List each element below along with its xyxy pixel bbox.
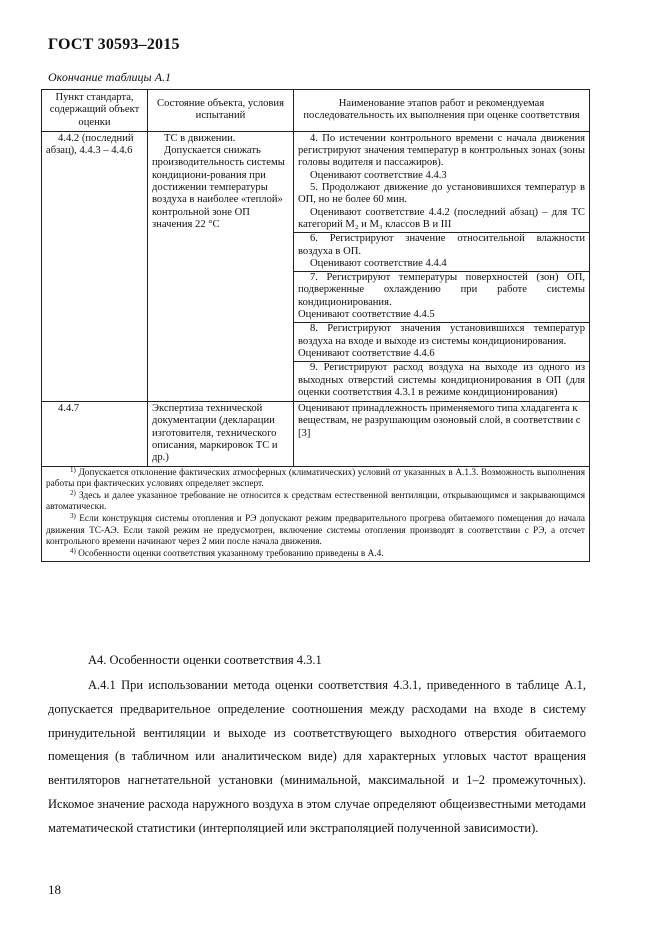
condition-text: Экспертиза технической документации (декларации изготовителя, технического описания, маркировок ТС и др.) bbox=[152, 403, 278, 464]
footnote bbox=[46, 546, 585, 561]
footnote-text: Если конструкция системы отопления и РЭ допускают режим предварительного прогрева обитаемого помещения до начала движения ТС-АЭ. Если такой режим не предусмотрен, включение системы отопления производят в соответствии с РЭ, а отсчет контрольного времени начинают через 2 мин после начала движения. bbox=[46, 513, 585, 548]
footnotes-row bbox=[42, 466, 590, 562]
clause-text: 4.4.2 (последний абзац), 4.4.3 – 4.4.6 bbox=[46, 132, 134, 157]
step-text: 5. Продолжают движение до установившихся температур в ОП, но не более 60 мин. bbox=[298, 182, 585, 206]
table-row bbox=[42, 131, 590, 401]
clause-cell bbox=[42, 402, 148, 466]
footnote-mark: 3) bbox=[70, 511, 76, 520]
section-heading: А4. Особенности оценки соответствия 4.3.1 bbox=[88, 653, 322, 667]
step-text: Оценивают принадлежность применяемого типа хладагента к веществам, не разрушающим озоновый слой, в соответствии с [3] bbox=[298, 403, 581, 439]
footnote-mark: 4) bbox=[70, 546, 76, 555]
clause-text: 4.4.7 bbox=[58, 403, 80, 415]
assessment-text: Оценивают соответствие 4.4.3 bbox=[310, 169, 447, 181]
footnote bbox=[46, 511, 585, 549]
condition-cell bbox=[148, 131, 294, 401]
table-caption: Окончание таблицы А.1 bbox=[48, 70, 172, 84]
step-text: 8. Регистрируют значения установившихся температур воздуха на входе и выходе из системы кондиционирования. bbox=[298, 323, 585, 347]
footnote-mark: 2) bbox=[70, 488, 76, 497]
footnote-mark: 1) bbox=[70, 465, 76, 474]
step-block bbox=[294, 323, 589, 362]
document-title: ГОСТ 30593–2015 bbox=[48, 36, 180, 53]
column-header-condition: Состояние объекта, условия испытаний bbox=[148, 90, 294, 132]
step-block bbox=[294, 133, 589, 233]
step-block bbox=[294, 362, 589, 400]
table-row bbox=[42, 402, 590, 466]
footnote bbox=[46, 488, 586, 514]
condition-text: Допускается снижать производительность системы кондициони-рования при достижении температуры воздуха в наиболее «теплой» контрольной зоне ОП значения 22 °С bbox=[152, 145, 285, 230]
requirements-table bbox=[41, 89, 590, 562]
footnote-text: Допускается отклонение фактических атмосферных (климатических) условий от указанных в А.1.3. Возможность выполнения работы при фактических условиях определяет эксперт. bbox=[46, 467, 585, 490]
step-text: 9. Регистрируют расход воздуха на выходе из одного из выходных отверстий системы кондиционирования в ОП (для оценки соответствия 4.3.1 в режиме кондиционирования) bbox=[298, 362, 585, 398]
step-text: 7. Регистрируют температуры поверхностей (зон) ОП, подверженные охлаждению при работе системы кондиционирования. bbox=[298, 272, 585, 308]
step-text: 6. Регистрируют значение относительной влажности воздуха в ОП. bbox=[298, 233, 585, 257]
clause-cell bbox=[42, 131, 148, 401]
condition-cell bbox=[148, 402, 294, 466]
step-text: 4. По истечении контрольного времени с начала движения регистрируют значения температур в контрольных зонах (зоны головы водителя и пассажиров). bbox=[298, 132, 585, 169]
steps-cell bbox=[294, 131, 590, 401]
step-block bbox=[294, 233, 589, 272]
body-paragraph: А.4.1 При использовании метода оценки соответствия 4.3.1, приведенного в таблице А.1, допускается предварительное определение соотношения между расходами на входе в систему принудительной вентиляции и выходе из соответствующего выходного отверстия обитаемого помещения (в табличном или аналитическом виде) для характерных угловых частот вращения вентиляторов нагнетательной установки (минимальной, максимальной и 1–2 промежуточных). Искомое значение расхода наружного воздуха в этом случае определяют общеизвестными методами математической статистики (интерполяцией или экстраполяцией полученной зависимости). bbox=[48, 678, 586, 835]
step-block bbox=[294, 272, 589, 323]
footnote-text: Особенности оценки соответствия указанному требованию приведены в А.4. bbox=[78, 548, 384, 559]
footnote-text: Здесь и далее указанное требование не относится к средствам естественной вентиляции, открывающимся и закрывающимся автоматически. bbox=[46, 490, 586, 513]
column-header-steps: Наименование этапов работ и рекомендуемая последовательность их выполнения при оценке соответствия bbox=[294, 90, 590, 132]
footnote bbox=[46, 465, 585, 491]
assessment-text: Оценивают соответствие 4.4.4 bbox=[310, 257, 447, 269]
assessment-text: Оценивают соответствие 4.4.2 (последний абзац) – для ТС категорий М₂ и М₃ классов В и III bbox=[298, 206, 585, 230]
assessment-text: Оценивают соответствие 4.4.6 bbox=[298, 347, 435, 359]
table-header-row bbox=[42, 90, 590, 132]
condition-text: ТС в движении. bbox=[164, 132, 236, 144]
page-number: 18 bbox=[48, 882, 61, 897]
steps-cell bbox=[294, 402, 590, 466]
footnotes-cell bbox=[42, 466, 590, 562]
assessment-text: Оценивают соответствие 4.4.5 bbox=[298, 309, 435, 321]
column-header-clause: Пункт стандарта, содержащий объект оценки bbox=[42, 90, 148, 132]
